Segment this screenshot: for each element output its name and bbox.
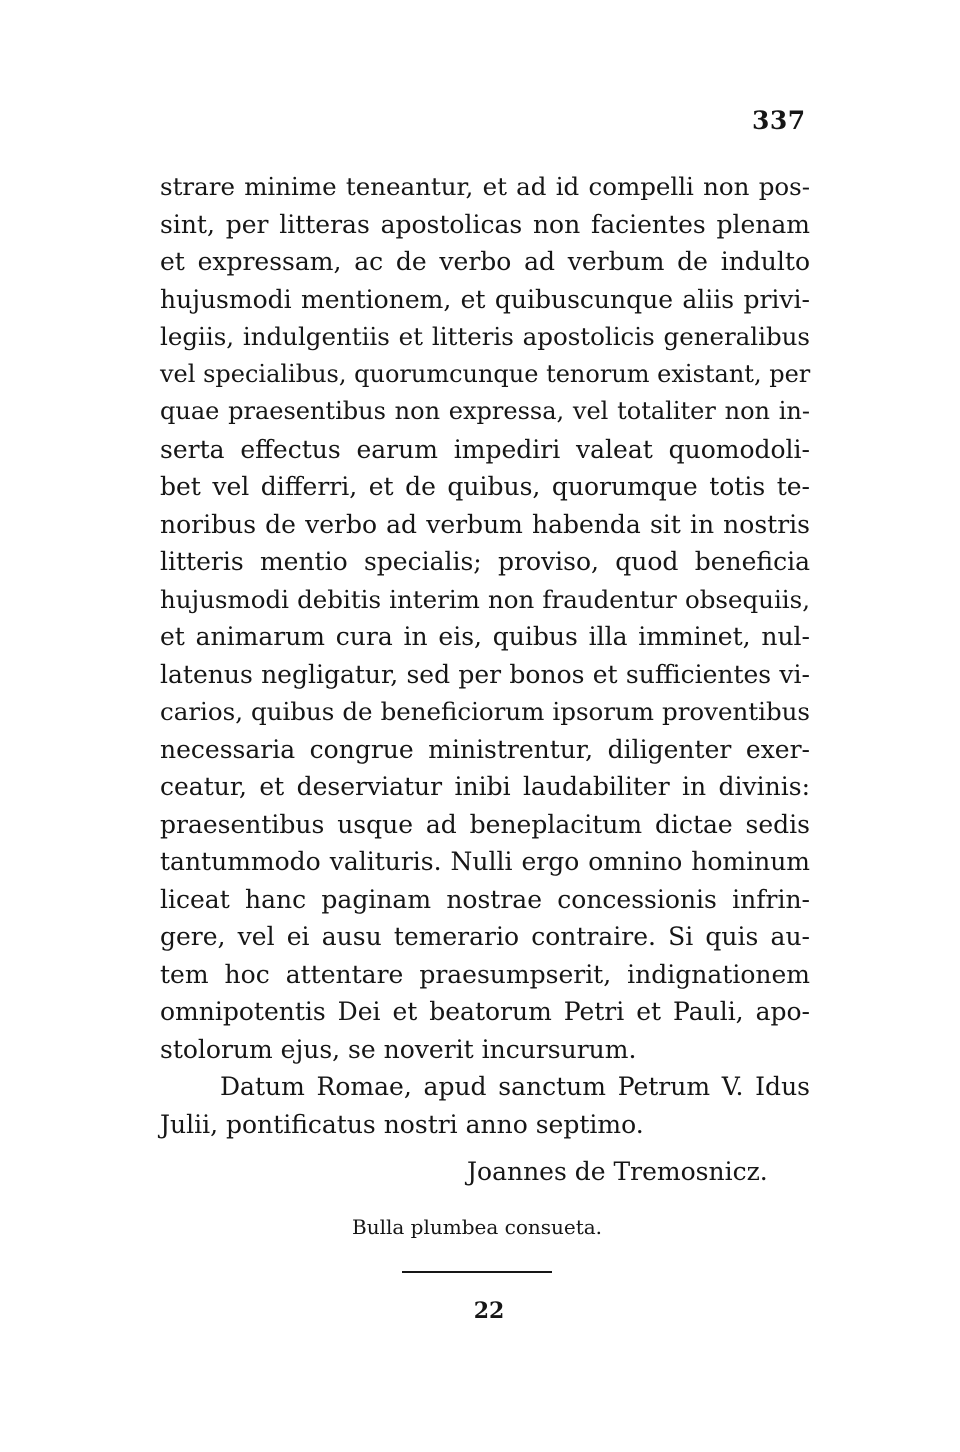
text-line: omnipotentis Dei et beatorum Petri et Pauli, apo- [160, 997, 810, 1026]
text-line: strare minime teneantur, et ad id compelli non pos- [160, 172, 810, 201]
text-line: tem hoc attentare praesumpserit, indignationem [160, 959, 810, 989]
text-line: et animarum cura in eis, quibus illa imminet, nul- [160, 622, 810, 651]
divider-rule [402, 1271, 552, 1273]
body-text [160, 168, 810, 1143]
seal-note: Bulla plumbea consueta. [352, 1215, 603, 1239]
page-number: 337 [752, 106, 806, 135]
text-line: vel specialibus, quorumcunque tenorum existant, per [160, 359, 811, 388]
text-line: liceat hanc paginam nostrae concessionis infrin- [160, 884, 810, 914]
text-line: hujusmodi debitis interim non fraudentur obsequiis, [160, 584, 810, 614]
text-line: gere, vel ei ausu temerario contraire. Si quis au- [160, 922, 810, 951]
text-line: litteris mentio specialis; proviso, quod beneficia [160, 547, 810, 576]
text-line: bet vel differri, et de quibus, quorumque totis te- [160, 472, 810, 501]
dating-line: Julii, pontificatus nostri anno septimo. [160, 1109, 644, 1139]
signature: Joannes de Tremosnicz. [467, 1157, 768, 1186]
text-line: hujusmodi mentionem, et quibuscunque aliis privi- [160, 284, 810, 314]
text-line: praesentibus usque ad beneplacitum dictae sedis [160, 809, 810, 839]
text-line: latenus negligatur, sed per bonos et sufficientes vi- [160, 659, 810, 689]
text-line: ceatur, et deserviatur inibi laudabiliter in divinis: [160, 772, 810, 801]
text-line: noribus de verbo ad verbum habenda sit in nostris [160, 509, 810, 539]
text-line: necessaria congrue ministrentur, diligenter exer- [160, 734, 810, 764]
text-line: sint, per litteras apostolicas non facientes plenam [160, 209, 810, 239]
dating-line: Datum Romae, apud sanctum Petrum V. Idus [220, 1072, 810, 1101]
text-line: carios, quibus de beneficiorum ipsorum proventibus [160, 697, 810, 726]
signature-mark: 22 [473, 1298, 505, 1324]
text-line: stolorum ejus, se noverit incursurum. [160, 1034, 637, 1064]
text-line: et expressam, ac de verbo ad verbum de indulto [160, 247, 810, 276]
text-line: legiis, indulgentiis et litteris apostolicis generalibus [160, 322, 810, 351]
text-line: tantummodo valituris. Nulli ergo omnino hominum [160, 847, 810, 876]
text-line: quae praesentibus non expressa, vel totaliter non in- [160, 397, 810, 425]
text-line: serta effectus earum impediri valeat quomodoli- [160, 434, 810, 464]
